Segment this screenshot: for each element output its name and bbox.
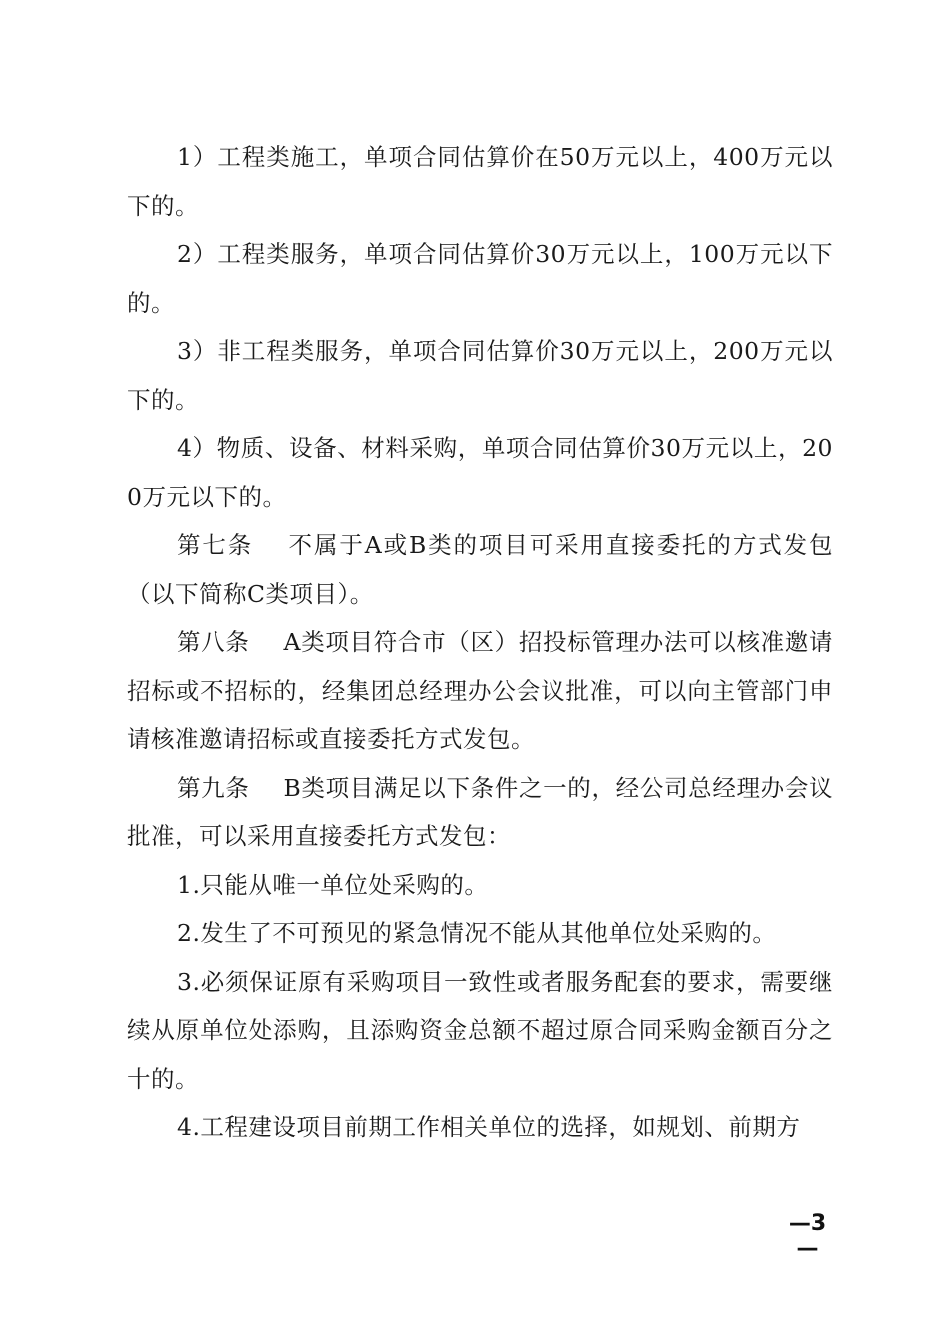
article-eight — [127, 618, 833, 764]
article-heading: 第九条 — [177, 773, 250, 802]
condition-item: 2.发生了不可预见的紧急情况不能从其他单位处采购的。 — [177, 919, 777, 947]
article-text: B类项目满足以下条件之一的，经公司总经理办会议批准，可以采用直接委托方式发包： — [127, 773, 833, 850]
article-text: A类项目符合市（区）招投标管理办法可以核准邀请招标或不招标的，经集团总经理办公会议批准，可以向主管部门申请核准邀请招标或直接委托方式发包。 — [127, 628, 833, 753]
condition-item: 3.必须保证原有采购项目一致性或者服务配套的要求，需要继续从原单位处添购，且添购资金总额不超过原合同采购金额百分之十的。 — [127, 967, 833, 1093]
article-seven — [127, 521, 833, 618]
document-body — [127, 133, 833, 1152]
list-item: 4）物质、设备、材料采购，单项合同估算价30万元以上，200万元以下的。 — [127, 434, 833, 511]
condition-item: 1.只能从唯一单位处采购的。 — [177, 870, 489, 899]
list-item: 1）工程类施工，单项合同估算价在50万元以上，400万元以下的。 — [127, 143, 833, 220]
list-item: 3）非工程类服务，单项合同估算价30万元以上，200万元以下的。 — [127, 337, 833, 414]
page-number: —3— — [788, 1211, 827, 1261]
article-nine — [127, 764, 833, 861]
list-item: 2）工程类服务，单项合同估算价30万元以上，100万元以下的。 — [127, 240, 833, 317]
article-heading: 第八条 — [177, 628, 250, 656]
article-text: 不属于A或B类的项目可采用直接委托的方式发包（以下简称C类项目）。 — [127, 531, 833, 608]
article-heading: 第七条 — [177, 531, 254, 559]
condition-item: 4.工程建设项目前期工作相关单位的选择，如规划、前期方 — [177, 1113, 801, 1141]
